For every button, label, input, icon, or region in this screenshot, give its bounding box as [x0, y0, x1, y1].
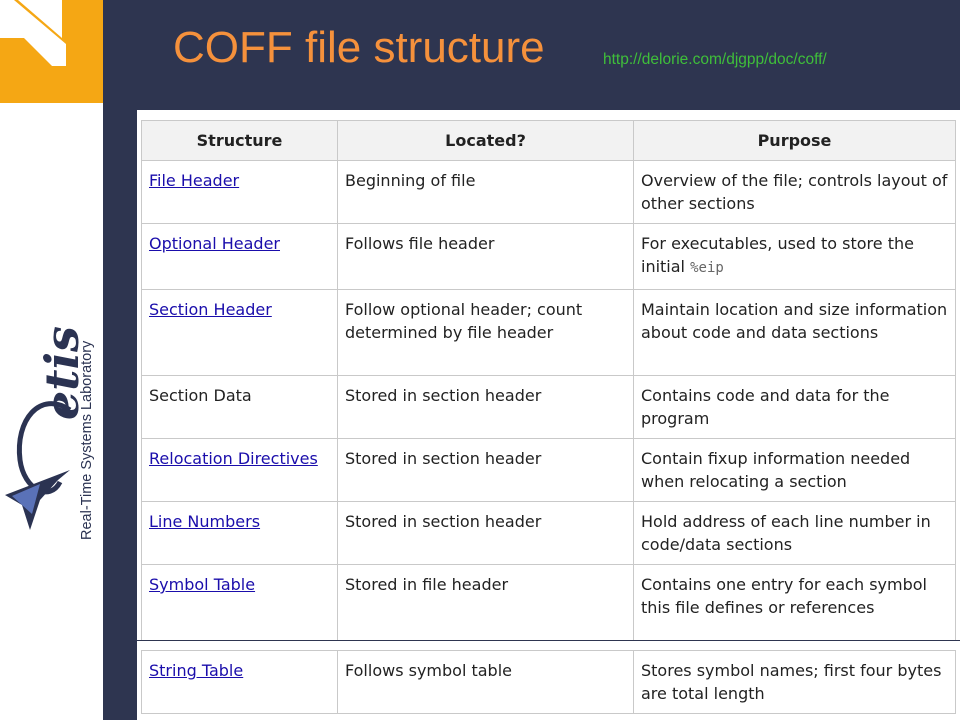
located-cell: Stored in file header: [338, 565, 634, 641]
structure-cell: [142, 565, 338, 641]
relocation-directives-link[interactable]: Relocation Directives: [149, 449, 318, 468]
located-cell: Follow optional header; count determined by file header: [338, 290, 634, 376]
table-row: [142, 651, 956, 714]
table-row: [142, 502, 956, 565]
svg-text:etis: etis: [35, 326, 89, 420]
purpose-cell: Contain fixup information needed when relocating a section: [634, 439, 956, 502]
sidebar: [0, 0, 103, 720]
column-header-located: Located?: [338, 121, 634, 161]
located-cell: Stored in section header: [338, 439, 634, 502]
table-row: [142, 290, 956, 376]
section-header-link[interactable]: Section Header: [149, 300, 272, 319]
located-cell: Beginning of file: [338, 161, 634, 224]
string-table-link[interactable]: String Table: [149, 661, 244, 680]
purpose-cell: Maintain location and size information about code and data sections: [634, 290, 956, 376]
structure-cell: [142, 502, 338, 565]
eip-code: %eip: [690, 260, 724, 276]
coff-structure-table-continued: [141, 650, 956, 714]
corner-arrow-icon: [0, 0, 103, 103]
corner-accent: [0, 0, 103, 103]
located-cell: Stored in section header: [338, 502, 634, 565]
structure-cell: Section Data: [142, 376, 338, 439]
table-row: [142, 161, 956, 224]
located-cell: Follows file header: [338, 224, 634, 290]
structure-cell: [142, 224, 338, 290]
symbol-table-link[interactable]: Symbol Table: [149, 575, 256, 594]
slide-title: COFF file structure: [173, 23, 545, 72]
structure-cell: [142, 161, 338, 224]
table-clip: [137, 110, 960, 640]
file-header-link[interactable]: File Header: [149, 171, 240, 190]
table-row: [142, 224, 956, 290]
located-cell: Follows symbol table: [338, 651, 634, 714]
logo-tagline: Real-Time Systems Laboratory: [79, 340, 95, 540]
column-header-structure: Structure: [142, 121, 338, 161]
table-header-row: [142, 121, 956, 161]
purpose-cell: Contains one entry for each symbol this file defines or references: [634, 565, 956, 641]
purpose-cell: Overview of the file; controls layout of other sections: [634, 161, 956, 224]
table-row: [142, 376, 956, 439]
purpose-cell: Hold address of each line number in code/data sections: [634, 502, 956, 565]
structure-cell: [142, 439, 338, 502]
purpose-text: For executables, used to store the initial: [641, 234, 914, 276]
purpose-cell: [634, 224, 956, 290]
table-row: [142, 439, 956, 502]
optional-header-link[interactable]: Optional Header: [149, 234, 280, 253]
purpose-cell: Contains code and data for the program: [634, 376, 956, 439]
column-header-purpose: Purpose: [634, 121, 956, 161]
coff-structure-table: [141, 120, 956, 640]
source-url-link[interactable]: http://delorie.com/djgpp/doc/coff/: [603, 51, 827, 68]
table-row: [142, 565, 956, 641]
located-cell: Stored in section header: [338, 376, 634, 439]
purpose-cell: Stores symbol names; first four bytes are total length: [634, 651, 956, 714]
structure-cell: [142, 290, 338, 376]
line-numbers-link[interactable]: Line Numbers: [149, 512, 261, 531]
structure-cell: [142, 651, 338, 714]
